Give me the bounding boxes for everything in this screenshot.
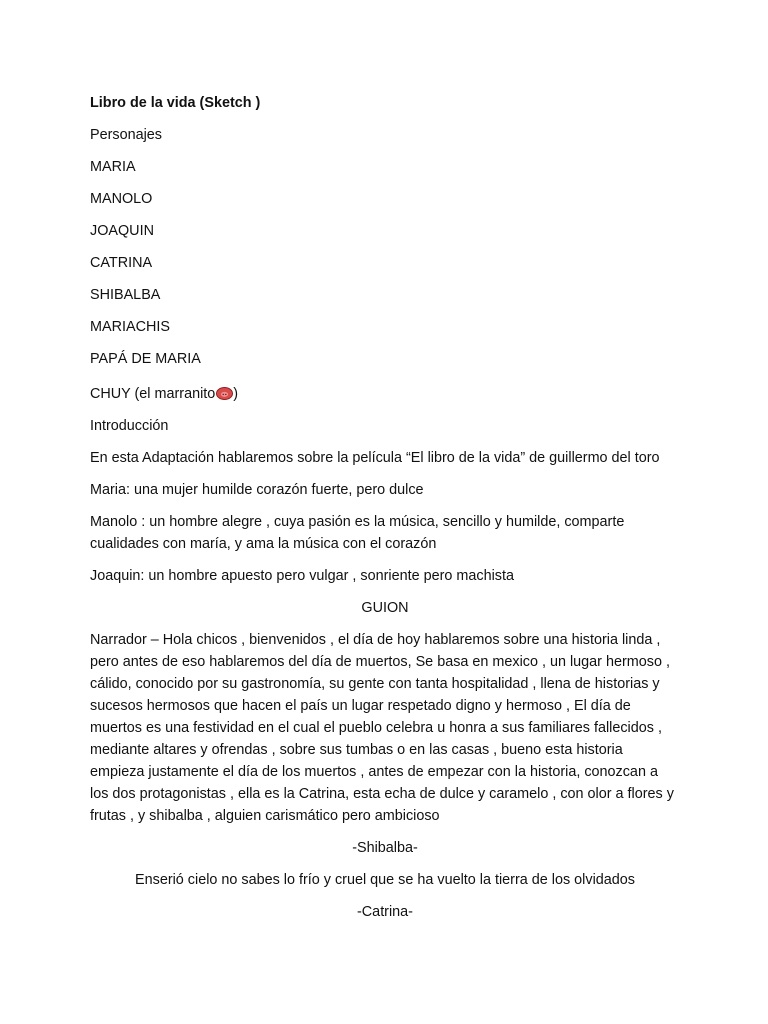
- guion-heading: GUION: [361, 600, 409, 616]
- character-joaquin: JOAQUIN: [90, 223, 154, 239]
- characters-heading: Personajes: [90, 127, 162, 143]
- speaker-shibalba: -Shibalba-: [352, 840, 418, 856]
- character-chuy: [90, 383, 680, 405]
- character-shibalba: SHIBALBA: [90, 287, 161, 303]
- speaker-catrina: -Catrina-: [357, 904, 413, 920]
- shibalba-line: Enserió cielo no sabes lo frío y cruel que se ha vuelto la tierra de los olvidados: [135, 872, 635, 888]
- maria-description: Maria: una mujer humilde corazón fuerte, pero dulce: [90, 482, 424, 498]
- manolo-description: Manolo : un hombre alegre , cuya pasión es la música, sencillo y humilde, comparte cualidades con maría, y ama la música con el corazón: [90, 514, 625, 552]
- intro-paragraph: En esta Adaptación hablaremos sobre la película “El libro de la vida” de guillermo del toro: [90, 450, 660, 466]
- character-maria: MARIA: [90, 159, 136, 175]
- character-chuy-label: CHUY (el marranito: [90, 386, 216, 402]
- narrator-paragraph: Narrador – Hola chicos , bienvenidos , el día de hoy hablaremos sobre una historia linda , pero antes de eso hablaremos del día de muertos, Se basa en mexico , un lugar hermoso , cálido, conocido por su gastronomía, su gente con tanta hospitalidad , llena de historias y sucesos hermosos que hacen el país un lugar respetado digno y hermoso , El día de muertos es una festividad en el cual el pueblo celebra u honra a sus familiares fallecidos , mediante altares y ofrendas , sobre sus tumbas o en las casas , bueno esta historia empieza justamente el día de los muertos , antes de empezar con la historia, conozcan a los dos protagonistas , ella es la Catrina, esta echa de dulce y caramelo , con olor a flores y frutas , y shibalba , alguien carismático pero ambicioso: [90, 632, 674, 824]
- character-manolo: MANOLO: [90, 191, 153, 207]
- character-papa-de-maria: PAPÁ DE MARIA: [90, 351, 201, 367]
- pig-icon: [216, 386, 233, 400]
- intro-heading: Introducción: [90, 418, 169, 434]
- document-title: Libro de la vida (Sketch ): [90, 95, 261, 111]
- document-body: [90, 92, 680, 933]
- character-mariachis: MARIACHIS: [90, 319, 170, 335]
- joaquin-description: Joaquin: un hombre apuesto pero vulgar , sonriente pero machista: [90, 568, 514, 584]
- character-catrina: CATRINA: [90, 255, 153, 271]
- character-chuy-close: ): [233, 386, 239, 402]
